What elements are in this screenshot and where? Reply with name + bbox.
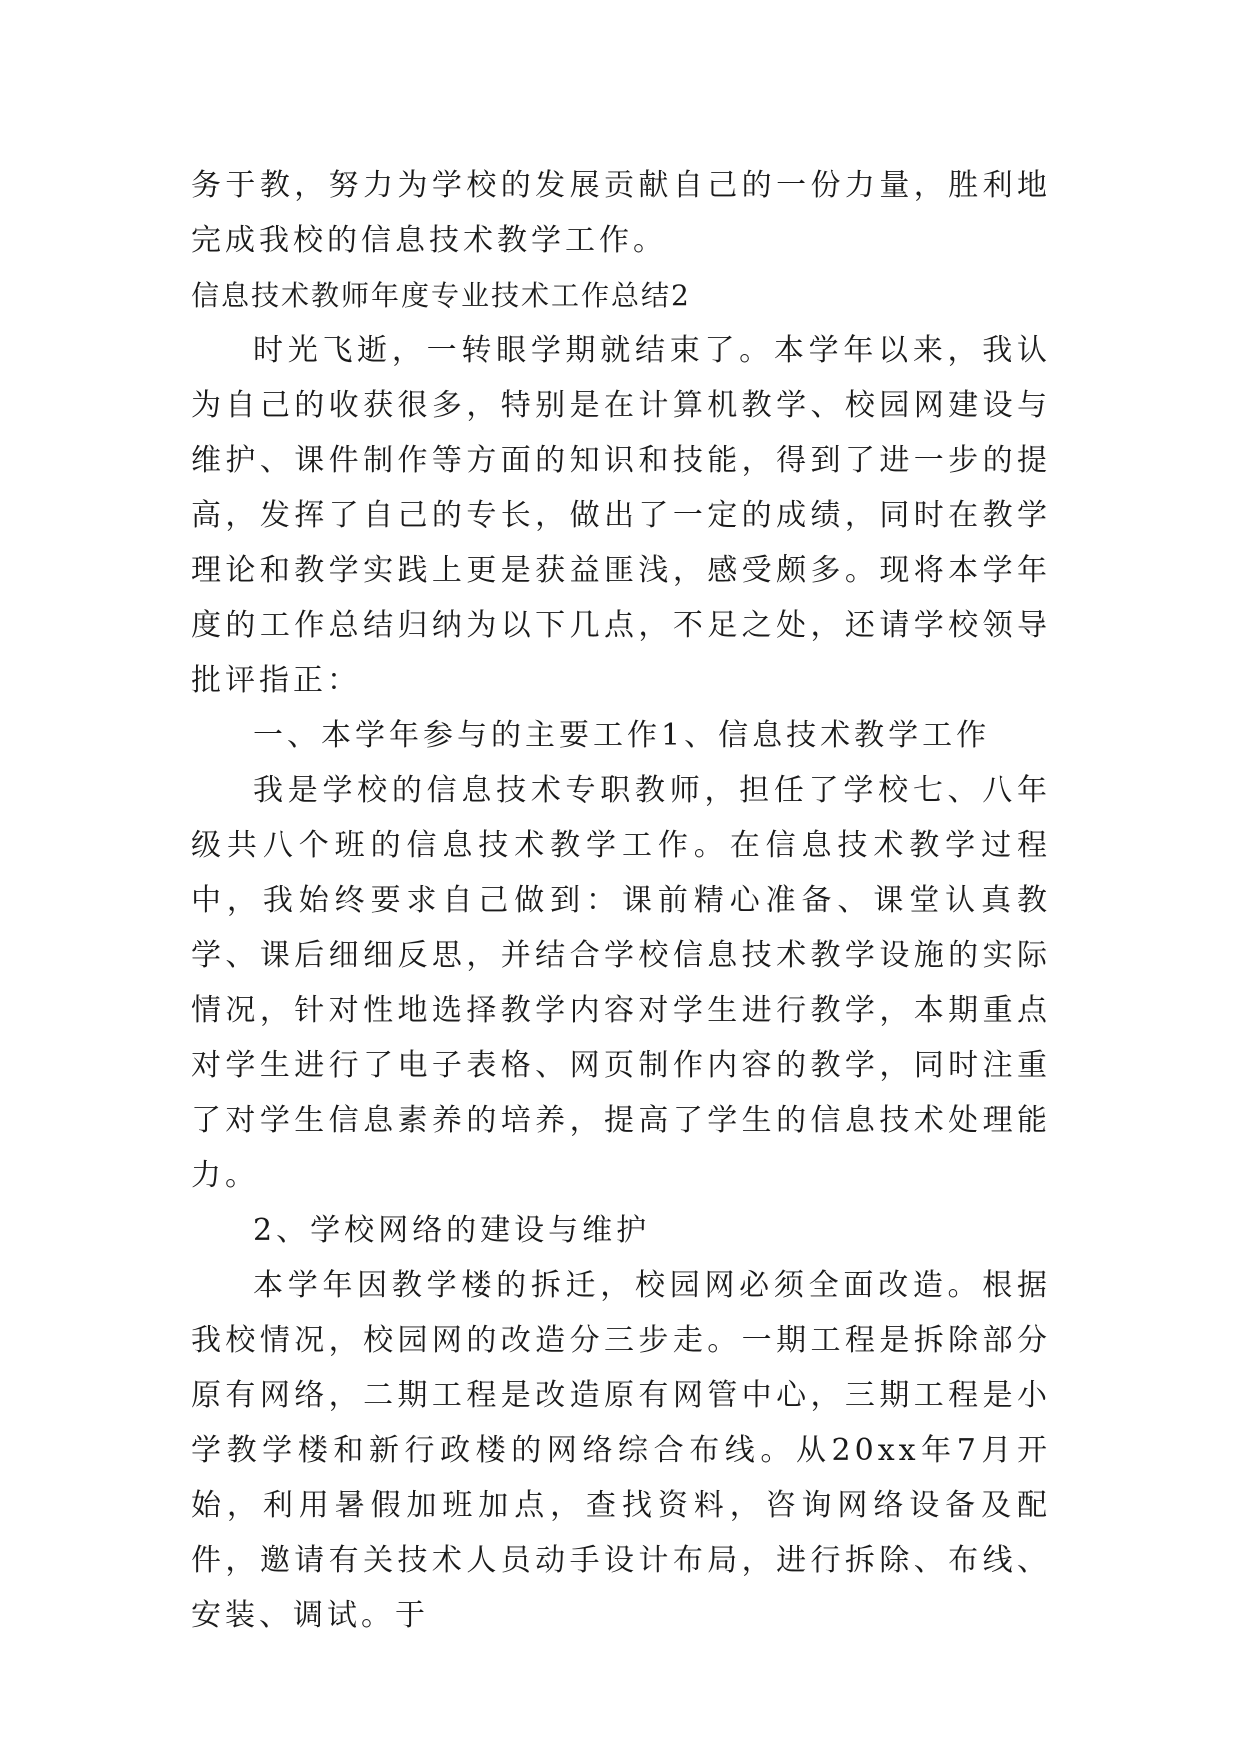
subheading-network: 2、学校网络的建设与维护 (253, 1213, 651, 1248)
paragraph-intro: 时光飞逝，一转眼学期就结束了。本学年以来，我认为自己的收获很多，特别是在计算机教学、校园网建设与维护、课件制作等方面的知识和技能，得到了进一步的提高，发挥了自己的专长，做出了一定的成绩，同时在教学理论和教学实践上更是获益匪浅，感受颇多。现将本学年度的工作总结归纳为以下几点，不足之处，还请学校领导批评指正： (191, 333, 1051, 698)
paragraph-teaching-work: 我是学校的信息技术专职教师，担任了学校七、八年级共八个班的信息技术教学工作。在信息技术教学过程中，我始终要求自己做到：课前精心准备、课堂认真教学、课后细细反思，并结合学校信息技术教学设施的实际情况，针对性地选择教学内容对学生进行教学，本期重点对学生进行了电子表格、网页制作内容的教学，同时注重了对学生信息素养的培养，提高了学生的信息技术处理能力。 (191, 773, 1051, 1193)
paragraph-network-work: 本学年因教学楼的拆迁，校园网必须全面改造。根据我校情况，校园网的改造分三步走。一期工程是拆除部分原有网络，二期工程是改造原有网管中心，三期工程是小学教学楼和新行政楼的网络综合布线。从20xx年7月开始，利用暑假加班加点，查找资料，咨询网络设备及配件，邀请有关技术人员动手设计布局，进行拆除、布线、安装、调试。于 (191, 1268, 1051, 1633)
section-title: 信息技术教师年度专业技术工作总结2 (191, 279, 691, 312)
paragraph-continuation: 务于教，努力为学校的发展贡献自己的一份力量，胜利地完成我校的信息技术教学工作。 (191, 168, 1051, 258)
document-body (191, 158, 1051, 1643)
subheading-main-work: 一、本学年参与的主要工作1、信息技术教学工作 (253, 718, 991, 753)
